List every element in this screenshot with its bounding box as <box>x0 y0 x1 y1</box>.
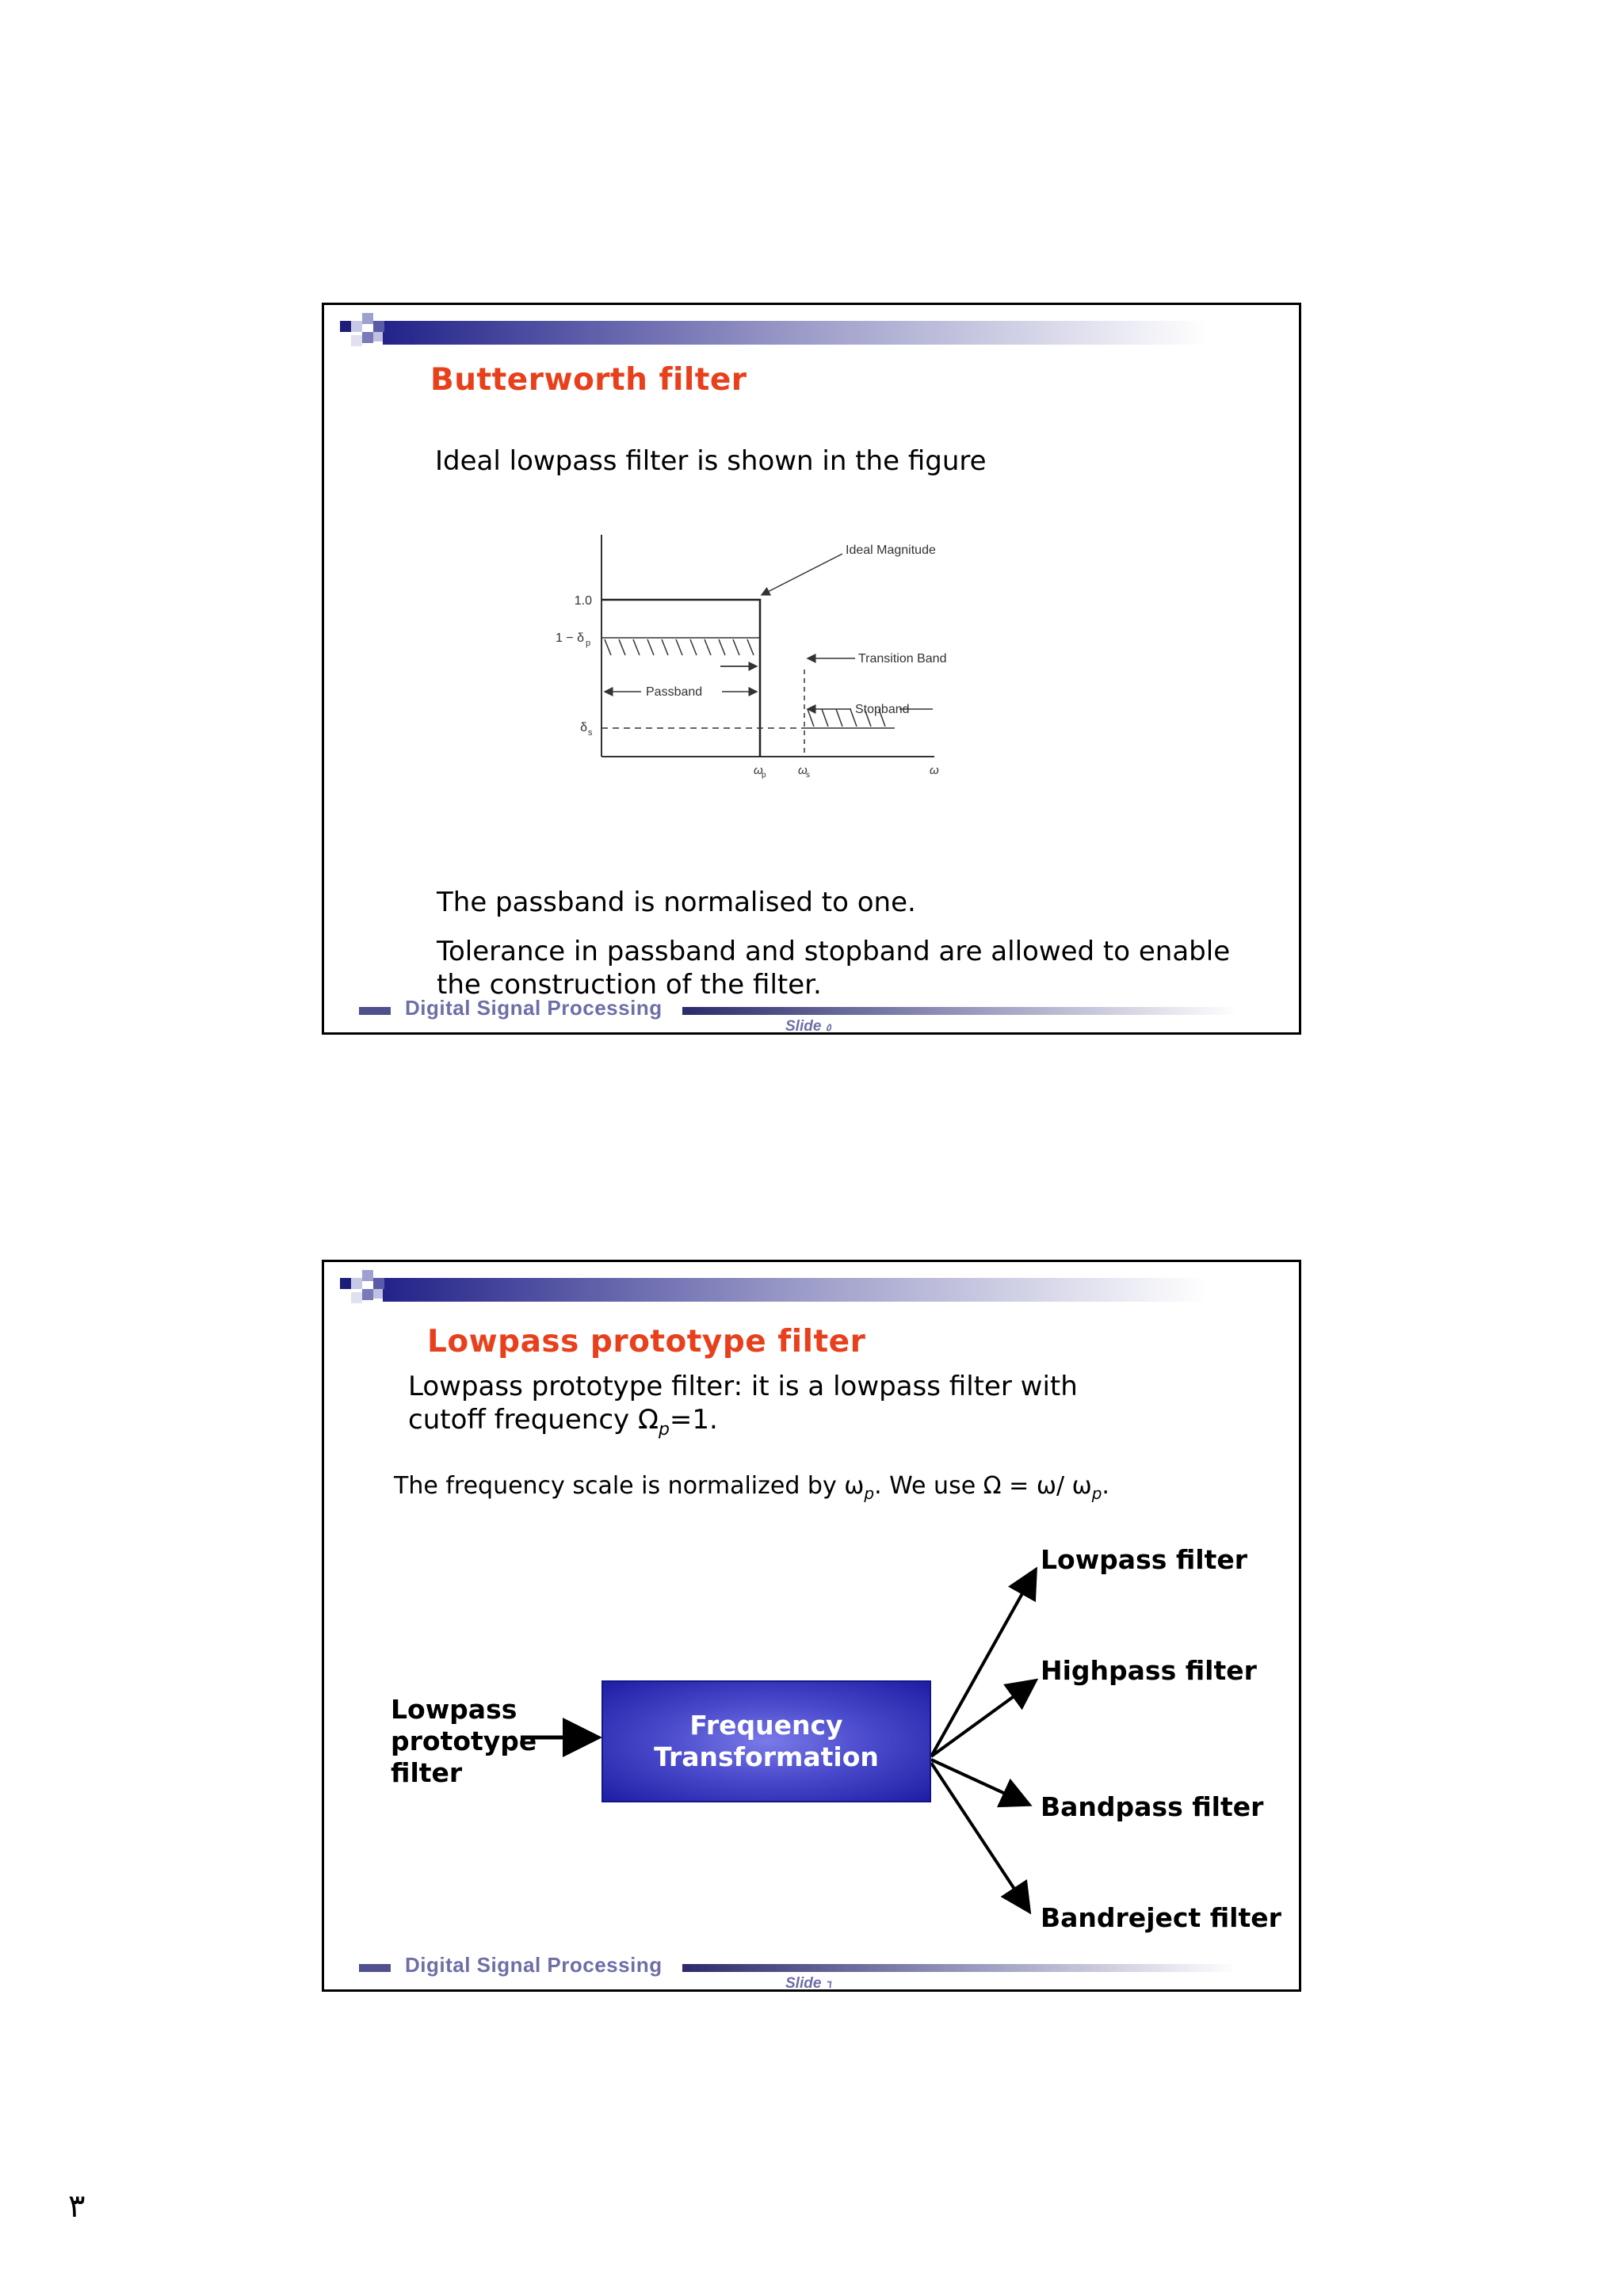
footer-bar <box>359 1007 391 1015</box>
tolerance-text-1: Tolerance in passband and stopband are allowed to enable <box>437 936 1231 967</box>
output-bandpass: Bandpass filter <box>1041 1791 1264 1822</box>
y-tick-3: δ <box>580 721 587 734</box>
header-decoration <box>335 311 1207 359</box>
frequency-transformation-box <box>601 1680 931 1802</box>
footer-text: Digital Signal Processing <box>405 996 663 1020</box>
scale-text-c: . <box>1102 1472 1109 1500</box>
footer-bar <box>359 1964 391 1972</box>
ideal-lowpass-figure <box>522 519 958 796</box>
input-label <box>391 1694 537 1789</box>
slide-lowpass-prototype <box>322 1260 1301 1992</box>
footer-line <box>682 1964 1237 1972</box>
slide-number <box>785 1018 831 1035</box>
intro-text-2a: cutoff frequency Ω <box>408 1404 659 1436</box>
footer-text: Digital Signal Processing <box>405 1953 663 1977</box>
transformation-arrows <box>324 1262 1301 1992</box>
output-bandreject: Bandreject filter <box>1041 1902 1281 1933</box>
output-lowpass: Lowpass filter <box>1041 1544 1248 1575</box>
y-tick-3-sub: s <box>588 728 593 738</box>
box-line2: Transformation <box>654 1741 879 1772</box>
slide-title: Butterworth filter <box>430 362 747 398</box>
y-tick-2: 1 − δ <box>555 631 584 645</box>
x-tick-wp: ω <box>754 764 763 777</box>
scale-text-sub1: p <box>864 1484 875 1503</box>
x-axis-label: ω <box>930 764 939 777</box>
scale-text-b: . We use Ω = ω/ ω <box>874 1472 1092 1500</box>
page-number: ٣ <box>68 2188 86 2225</box>
label-ideal-magnitude: Ideal Magnitude <box>846 543 936 557</box>
footer-line <box>682 1007 1237 1015</box>
scale-text-a: The frequency scale is normalized by ω <box>394 1472 865 1500</box>
input-label-line2: prototype <box>391 1726 537 1756</box>
y-tick-1: 1.0 <box>574 594 592 608</box>
slide-number <box>785 1975 831 1992</box>
slide-number-value: ٦ <box>825 1978 831 1990</box>
slide-label: Slide <box>785 1018 822 1035</box>
box-line1: Frequency <box>689 1710 843 1741</box>
slide-label: Slide <box>785 1975 822 1992</box>
input-label-line3: filter <box>391 1757 463 1788</box>
label-passband: Passband <box>646 685 703 699</box>
slide-title: Lowpass prototype filter <box>427 1324 866 1360</box>
normalised-text: The passband is normalised to one. <box>437 887 916 918</box>
slide-number-value: ٥ <box>825 1021 831 1033</box>
label-transition-band: Transition Band <box>858 652 947 666</box>
x-tick-wp-sub: p <box>762 771 766 780</box>
y-tick-2-sub: p <box>586 639 591 648</box>
intro-text: Ideal lowpass filter is shown in the figure <box>435 445 987 477</box>
intro-text-1: Lowpass prototype filter: it is a lowpass filter with <box>408 1371 1078 1402</box>
label-stopband: Stopband <box>855 703 910 716</box>
output-highpass: Highpass filter <box>1041 1655 1257 1686</box>
intro-text-2b: =1. <box>669 1404 718 1436</box>
x-tick-ws: ω <box>798 764 808 777</box>
slide-butterworth <box>322 303 1301 1035</box>
scale-text-sub2: p <box>1091 1484 1102 1503</box>
x-tick-ws-sub: s <box>806 771 810 780</box>
intro-text-2-sub: p <box>658 1419 670 1440</box>
input-label-line1: Lowpass <box>391 1694 517 1725</box>
tolerance-text-2: the construction of the filter. <box>437 969 822 1001</box>
